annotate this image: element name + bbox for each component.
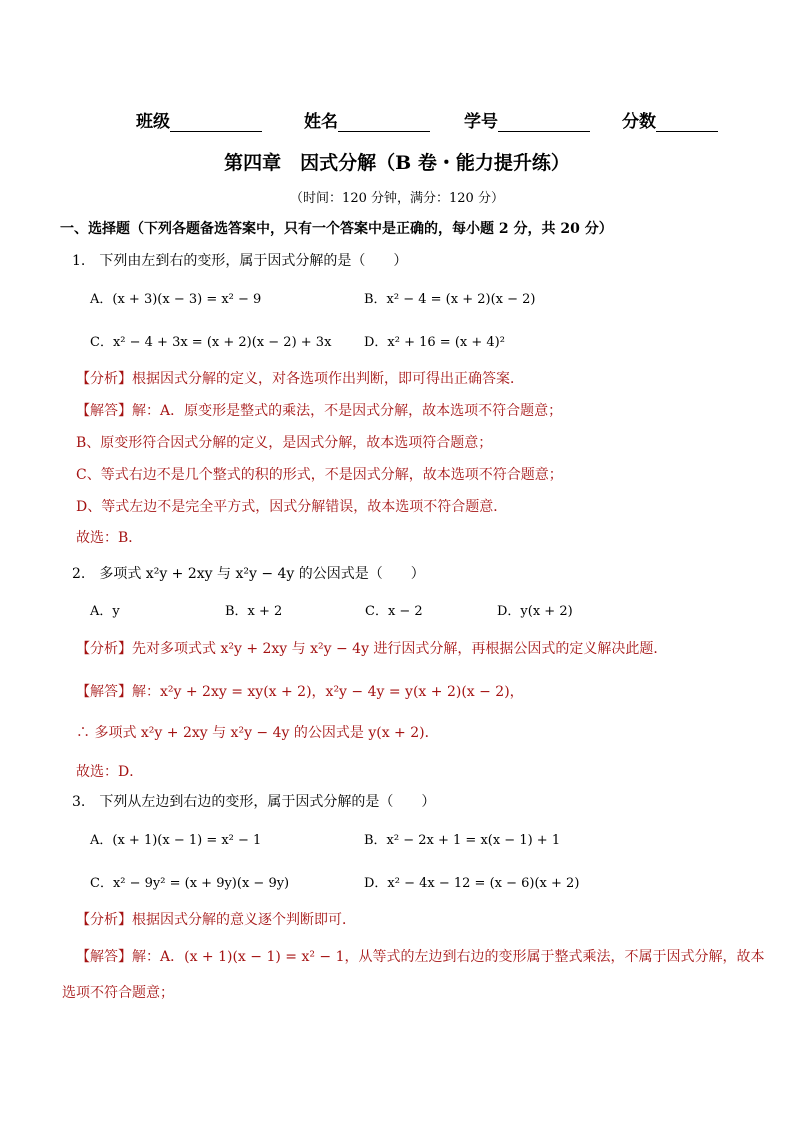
q2-solution-2: ∴ 多项式 x²y + 2xy 与 x²y − 4y 的公因式是 y(x + 2)． <box>76 725 439 741</box>
score-label: 分数 <box>622 112 656 132</box>
q2-analysis: 【分析】先对多项式式 x²y + 2xy 与 x²y − 4y 进行因式分解，再根据公因式的定义解决此题． <box>76 641 668 657</box>
q2-option-b: B．x + 2 <box>225 604 283 619</box>
q2-solution-1: 【解答】解：x²y + 2xy = xy(x + 2)，x²y − 4y = y(x + 2)(x − 2)， <box>76 684 524 700</box>
q2-choice: 故选：D． <box>76 764 144 780</box>
student-id-blank <box>498 114 590 132</box>
q1-solution-1: 【解答】解：A．原变形是整式的乘法，不是因式分解，故本选项不符合题意； <box>76 403 563 419</box>
q1-option-d: D．x² + 16 = (x + 4)² <box>364 335 505 350</box>
q1-stem: 1. 下列由左到右的变形，属于因式分解的是（ ） <box>72 253 408 269</box>
class-field <box>136 107 262 132</box>
q1-option-c: C．x² − 4 + 3x = (x + 2)(x − 2) + 3x <box>90 335 332 350</box>
section-title: 一、选择题（下列各题备选答案中，只有一个答案中是正确的，每小题 2 分，共 20 分） <box>60 221 613 237</box>
q2-option-c: C．x − 2 <box>365 604 423 619</box>
q3-option-b: B．x² − 2x + 1 = x(x − 1) + 1 <box>364 833 561 848</box>
q1-choice: 故选：B． <box>76 530 143 546</box>
student-id-label: 学号 <box>464 112 498 132</box>
name-label: 姓名 <box>304 112 338 132</box>
class-blank <box>170 114 262 132</box>
page-title: 第四章 因式分解（B 卷・能力提升练） <box>224 152 570 174</box>
q1-solution-3: C、等式右边不是几个整式的积的形式，不是因式分解，故本选项不符合题意； <box>76 467 563 483</box>
q3-solution-2: 选项不符合题意； <box>62 985 174 1001</box>
q3-analysis: 【分析】根据因式分解的意义逐个判断即可． <box>76 912 356 928</box>
q3-option-d: D．x² − 4x − 12 = (x − 6)(x + 2) <box>364 876 580 891</box>
page-subtitle: （时间：120 分钟，满分：120 分） <box>290 191 504 206</box>
score-blank <box>656 114 718 132</box>
q3-solution-1: 【解答】解：A．(x + 1)(x − 1) = x² − 1，从等式的左边到右边的变形属于整式乘法，不属于因式分解，故本 <box>76 949 765 965</box>
q1-solution-4: D、等式左边不是完全平方式，因式分解错误，故本选项不符合题意． <box>76 499 508 515</box>
class-label: 班级 <box>136 112 170 132</box>
student-id-field <box>464 107 590 132</box>
q3-option-a: A．(x + 1)(x − 1) = x² − 1 <box>90 833 262 848</box>
q2-option-a: A．y <box>90 604 120 619</box>
q2-option-d: D．y(x + 2) <box>497 604 573 619</box>
q2-stem: 2. 多项式 x²y + 2xy 与 x²y − 4y 的公因式是（ ） <box>72 566 425 582</box>
q1-analysis: 【分析】根据因式分解的定义，对各选项作出判断，即可得出正确答案． <box>76 371 524 387</box>
q3-stem: 3. 下列从左边到右边的变形，属于因式分解的是（ ） <box>72 794 436 810</box>
score-field <box>622 107 718 132</box>
q1-option-b: B．x² − 4 = (x + 2)(x − 2) <box>364 292 536 307</box>
name-blank <box>338 114 430 132</box>
q1-option-a: A．(x + 3)(x − 3) = x² − 9 <box>90 292 262 307</box>
name-field <box>304 107 430 132</box>
q3-option-c: C．x² − 9y² = (x + 9y)(x − 9y) <box>90 876 290 891</box>
q1-solution-2: B、原变形符合因式分解的定义，是因式分解，故本选项符合题意； <box>76 435 493 451</box>
